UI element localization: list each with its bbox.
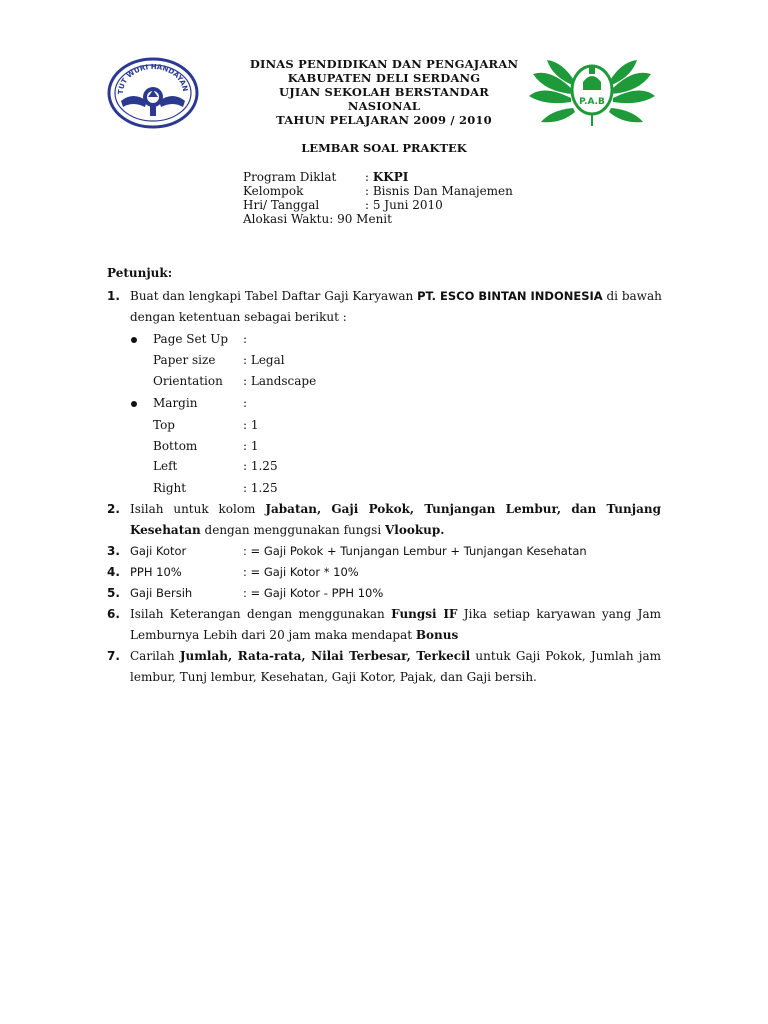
header-line-4: NASIONAL (347, 99, 421, 113)
item-number: 6. (107, 607, 120, 621)
item1-line2: dengan ketentuan sebagai berikut : (130, 310, 347, 324)
info-label: Program Diklat (243, 170, 337, 184)
sheet-title: LEMBAR SOAL PRAKTEK (301, 141, 467, 155)
setting-label: Page Set Up (153, 332, 229, 346)
setting-label: Orientation (153, 374, 223, 388)
setting-label: Left (153, 459, 178, 473)
item2-line2: Kesehatan dengan menggunakan fungsi Vlookup. (130, 523, 445, 537)
item2-line1: Isilah untuk kolom Jabatan, Gaji Pokok, Tunjangan Lembur, dan Tunjang (130, 502, 661, 516)
instructions-title: Petunjuk: (107, 266, 173, 280)
info-value: : 5 Juni 2010 (365, 198, 443, 212)
setting-value: : 1 (243, 439, 259, 453)
formula-value: : = Gaji Pokok + Tunjangan Lembur + Tunjangan Kesehatan (243, 544, 587, 558)
item6-line1: Isilah Keterangan dengan menggunakan Fungsi IF Jika setiap karyawan yang Jam (130, 607, 661, 621)
formula-value: : = Gaji Kotor * 10% (243, 565, 359, 579)
item-number: 5. (107, 586, 120, 600)
item-number: 2. (107, 502, 120, 516)
item1-line1: Buat dan lengkapi Tabel Daftar Gaji Karyawan PT. ESCO BINTAN INDONESIA di bawah (130, 289, 662, 303)
bullet-icon (131, 401, 137, 407)
setting-label: Right (153, 481, 187, 495)
formula-label: Gaji Bersih (130, 586, 193, 600)
header-line-5: TAHUN PELAJARAN 2009 / 2010 (276, 113, 492, 127)
item7-line2: lembur, Tunj lembur, Kesehatan, Gaji Kotor, Pajak, dan Gaji bersih. (130, 670, 537, 684)
setting-value: : 1 (243, 418, 259, 432)
setting-label: Paper size (153, 353, 216, 367)
left-logo-text: TUT WURI HANDAYAN (116, 62, 190, 95)
item-number: 1. (107, 289, 120, 303)
header-line-2: KABUPATEN DELI SERDANG (287, 71, 481, 85)
info-label: Alokasi Waktu: 90 Menit (243, 212, 392, 226)
bullet-icon (131, 337, 137, 343)
pab-school-logo (523, 54, 661, 130)
item-number: 7. (107, 649, 120, 663)
item-number: 4. (107, 565, 120, 579)
item6-line2: Lemburnya Lebih dari 20 jam maka mendapat Bonus (130, 628, 459, 642)
formula-label: PPH 10% (130, 565, 182, 579)
setting-label: Margin (153, 396, 198, 410)
setting-value: : (243, 396, 248, 410)
right-logo-text: P.A.B (579, 97, 605, 107)
info-value: : KKPI (365, 170, 409, 184)
setting-value: : 1.25 (243, 459, 278, 473)
item-number: 3. (107, 544, 120, 558)
setting-value: : Legal (243, 353, 285, 367)
info-label: Kelompok (243, 184, 304, 198)
info-value: : Bisnis Dan Manajemen (365, 184, 513, 198)
tut-wuri-handayani-logo (107, 57, 199, 129)
info-label: Hri/ Tanggal (243, 198, 320, 212)
header-line-3: UJIAN SEKOLAH BERSTANDAR (279, 85, 489, 99)
setting-label: Bottom (153, 439, 198, 453)
header-line-1: DINAS PENDIDIKAN DAN PENGAJARAN (249, 57, 519, 71)
setting-label: Top (153, 418, 175, 432)
formula-label: Gaji Kotor (130, 544, 187, 558)
setting-value: : (243, 332, 248, 346)
setting-value: : Landscape (243, 374, 317, 388)
formula-value: : = Gaji Kotor - PPH 10% (243, 586, 384, 600)
item7-line1: Carilah Jumlah, Rata-rata, Nilai Terbesar, Terkecil untuk Gaji Pokok, Jumlah jam (130, 649, 661, 663)
setting-value: : 1.25 (243, 481, 278, 495)
